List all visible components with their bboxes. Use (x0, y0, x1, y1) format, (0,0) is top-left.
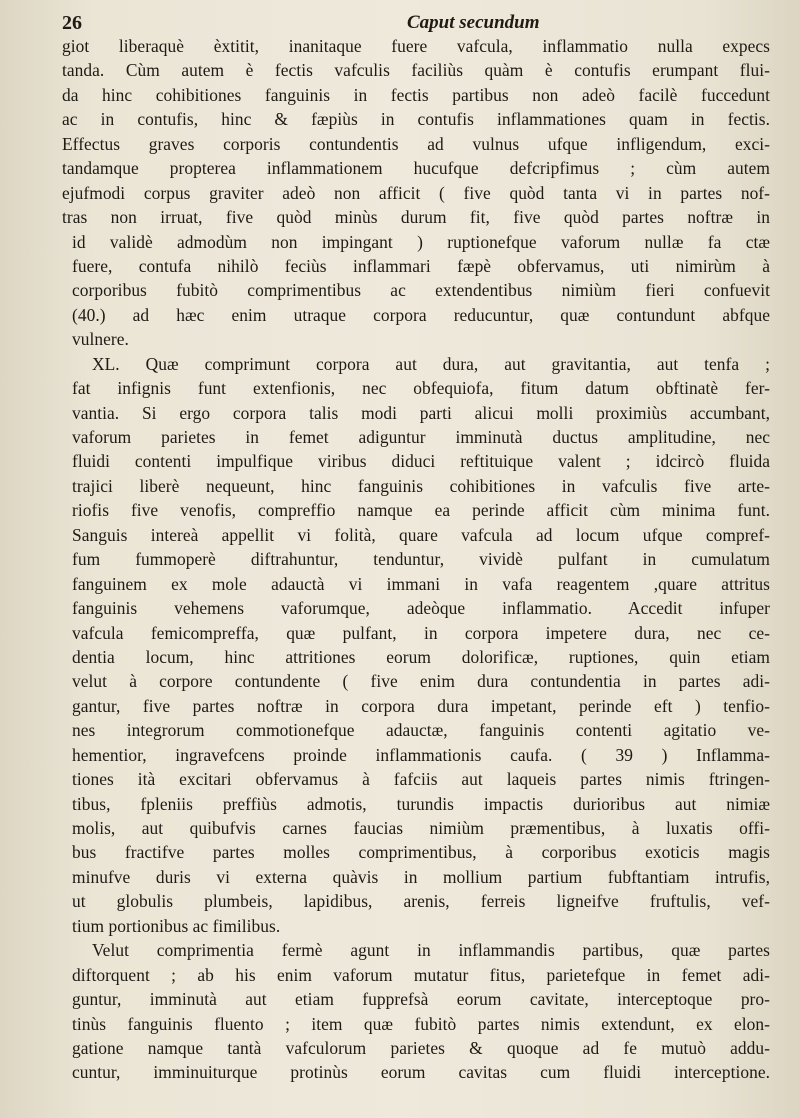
text-line: da hinc cohibitiones fanguinis in fectis partibus non adeò facilè fuccedunt (62, 84, 770, 105)
text-line: gantur, five partes noftræ in corpora dura impetant, perinde eft ) tenfio- (72, 695, 770, 716)
text-line: fum fummoperè diftrahuntur, tenduntur, vividè pulfant in cumulatum (72, 549, 770, 570)
text-line: Effectus graves corporis contundentis ad vulnus ufque infligendum, exci- (62, 133, 770, 154)
text-line: hementior, ingravefcens proinde inflammationis caufa. ( 39 ) Inflamma- (72, 744, 770, 765)
text-line: ejufmodi corpus graviter adeò non afficit ( five quòd tanta vi in partes nof- (62, 182, 770, 203)
text-line: tinùs fanguinis fluento ; item quæ fubitò partes nimis extendunt, ex elon- (72, 1013, 770, 1034)
page-header (62, 12, 770, 34)
text-line: tiones ità excitari obfervamus à fafciis aut laqueis partes nimis ftringen- (72, 769, 770, 790)
text-line: tium portionibus ac fimilibus. (72, 915, 281, 936)
text-line: (40.) ad hæc enim utraque corpora reducuntur, quæ contundunt abfque (72, 304, 770, 325)
text-line: Sanguis intereà appellit vi folità, quare vafcula ad locum ufque compref- (72, 524, 770, 545)
text-line: vaforum parietes in femet adiguntur imminutà ductus amplitudine, nec (72, 427, 770, 447)
text-line: vafcula femicompreffa, quæ pulfant, in corpora impetere dura, nec ce- (72, 622, 770, 643)
text-line: molis, aut quibufvis carnes faucias nimiùm præmentibus, à luxatis offi- (72, 818, 770, 838)
text-line: bus fractifve partes molles comprimentibus, à corporibus exoticis magis (72, 842, 770, 863)
text-line: XL. Quæ comprimunt corpora aut dura, aut gravitantia, aut tenfa ; (92, 353, 770, 374)
text-line: velut à corpore contundente ( five enim dura contundentia in partes adi- (72, 671, 770, 692)
text-line: tras non irruat, five quòd minùs durum fit, five quòd partes noftræ in (62, 207, 770, 228)
text-line: fat infignis funt extenfionis, nec obfequiofa, fitum datum obftinatè fer- (72, 378, 770, 399)
text-line: trajici liberè nequeunt, hinc fanguinis cohibitiones in vafculis five arte- (72, 475, 770, 496)
text-line: dentia locum, hinc attritiones eorum dolorificæ, ruptiones, quin etiam (72, 646, 770, 667)
text-line: fanguinem ex mole adauctà vi immani in vafa reagentem ,quare attritus (72, 573, 770, 594)
text-line: corporibus fubitò comprimentibus ac extendentibus nimiùm fieri confuevit (72, 280, 770, 301)
text-line: tandamque propterea inflammationem hucufque defcripfimus ; cùm autem (62, 158, 770, 179)
running-head: Caput secundum (407, 12, 540, 33)
text-line: fuere, contufa nihilò feciùs inflammari fæpè obfervamus, uti nimirùm à (72, 255, 770, 276)
page-number: 26 (62, 12, 82, 34)
text-line: tanda. Cùm autem è fectis vafculis faciliùs quàm è contufis erumpant flui- (62, 60, 770, 81)
text-line: vantia. Si ergo corpora talis modi parti alicui molli proximiùs accumbant, (72, 402, 770, 423)
text-line: ut globulis plumbeis, lapidibus, arenis, ferreis ligneifve fruftulis, vef- (72, 891, 770, 912)
text-line: nes integrorum commotionefque adauctæ, fanguinis contenti agitatio ve- (72, 720, 770, 741)
text-line: riofis five venofis, compreffio namque ea perinde afficit cùm minima funt. (72, 500, 770, 521)
text-line: ac in contufis, hinc & fæpiùs in contufis inflammationes quam in fectis. (62, 109, 770, 130)
text-line: diftorquent ; ab his enim vaforum mutatur fitus, parietefque in femet adi- (72, 964, 770, 985)
text-line: gatione namque tantà vafculorum parietes & quoque ad fe mutuò addu- (72, 1037, 770, 1058)
text-line: fanguinis vehemens vaforumque, adeòque inflammatio. Accedit infuper (72, 598, 770, 619)
text-line: tibus, fpleniis preffiùs admotis, turundis impactis durioribus aut nimiæ (72, 793, 770, 814)
text-line: Velut comprimentia fermè agunt in inflammandis partibus, quæ partes (92, 940, 770, 961)
text-line: fluidi contenti impulfique viribus diduci reftituique valent ; idcircò fluida (72, 451, 770, 472)
text-line: id validè admodùm non impingant ) ruptionefque vaforum nullæ fa ctæ (72, 231, 770, 252)
text-line: cuntur, imminuiturque protinùs eorum cavitas cum fluidi interceptione. (72, 1062, 770, 1083)
text-line: minufve duris vi externa quàvis in mollium partium fubftantiam intrufis, (72, 866, 770, 887)
text-line: guntur, imminutà aut etiam fupprefsà eorum cavitate, interceptoque pro- (72, 989, 770, 1010)
text-line: giot liberaquè èxtitit, inanitaque fuere vafcula, inflammatio nulla expecs (62, 36, 770, 56)
body-text (62, 34, 770, 1085)
text-line: vulnere. (72, 329, 129, 350)
